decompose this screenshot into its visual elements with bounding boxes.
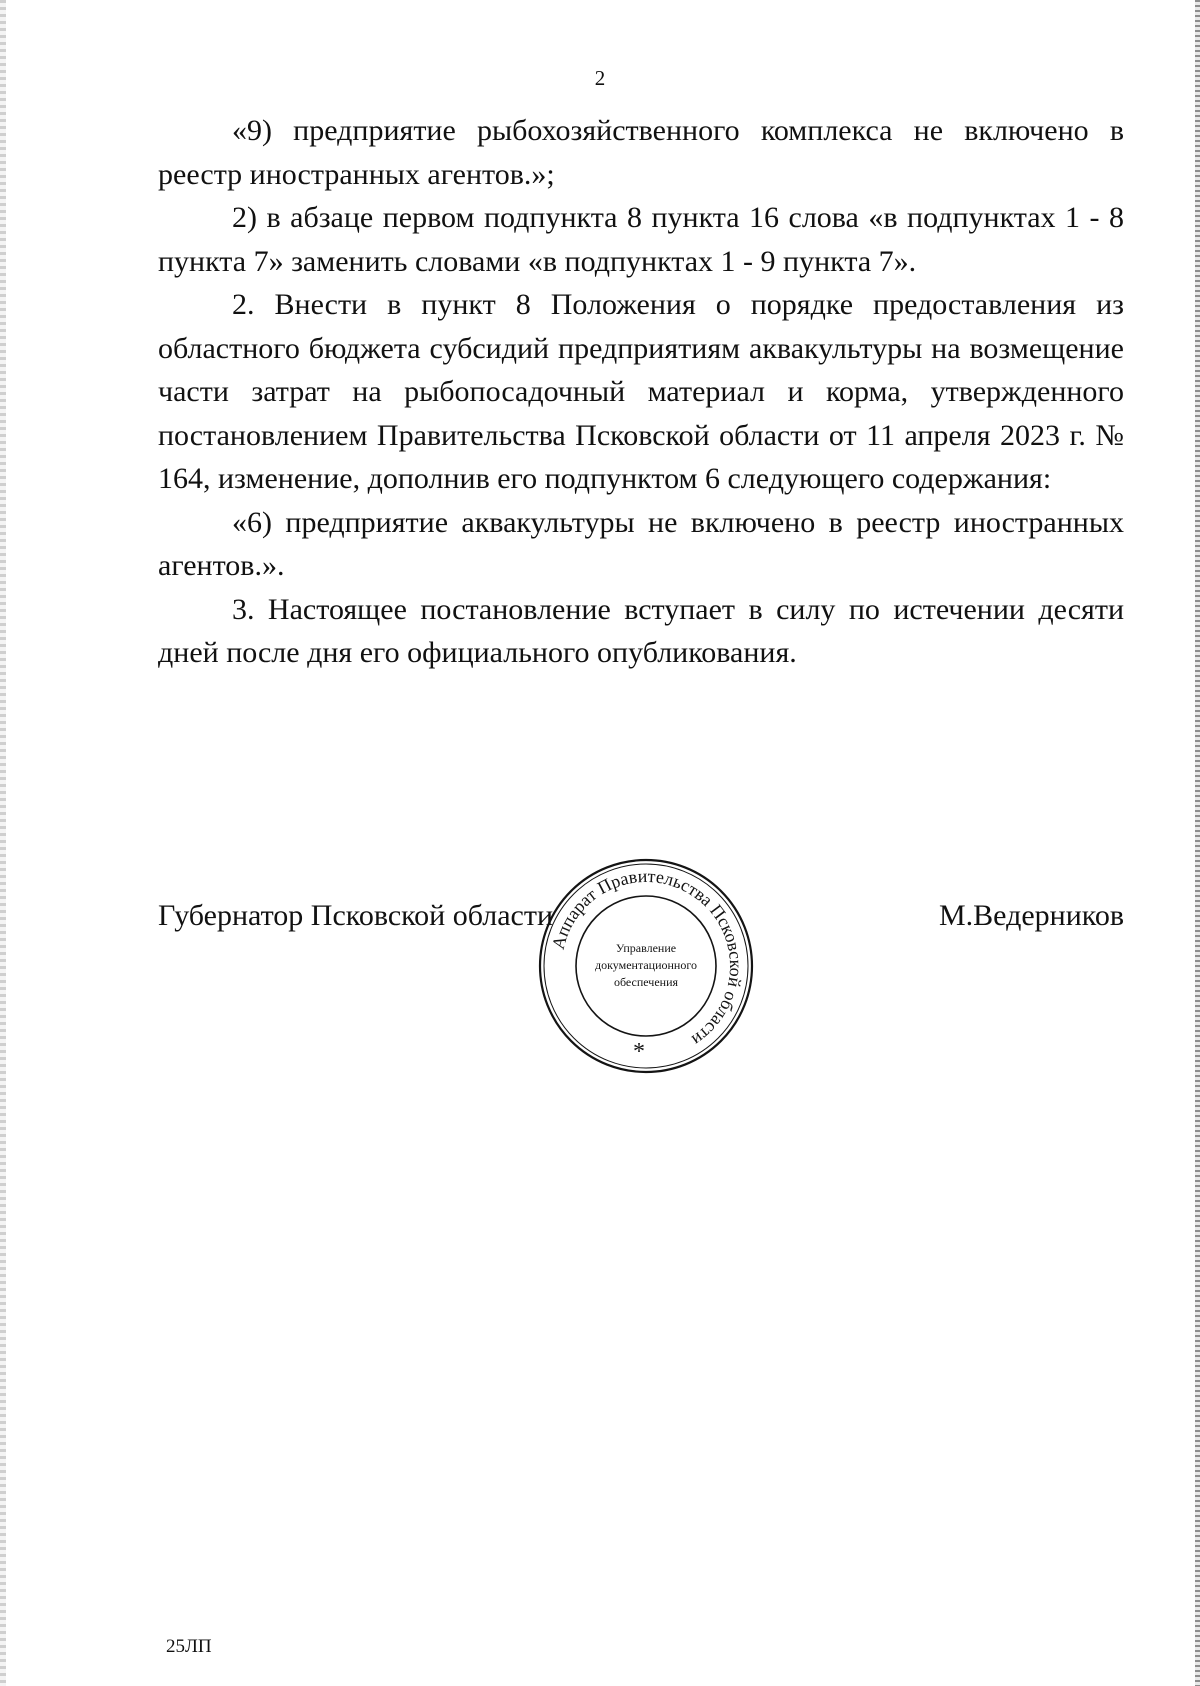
signatory-name: М.Ведерников [938,899,1124,932]
paragraph-point-3: 3. Настоящее постановление вступает в силу по истечении десяти дней после дня его официального опубликования. [158,592,1124,669]
document-footer-code: 25ЛП [166,1636,212,1657]
seal-star-icon: * [633,1039,645,1065]
paragraph-point-2: 2. Внести в пункт 8 Положения о порядке предоставления из областного бюджета субсидий предприятиям аквакультуры на возмещение части затрат на рыбопосадочный материал и корма, утвержденного постановлением Правительства Псковской области от 11 апреля 2023 г. № 164, изменение, дополнив его подпунктом 6 следующего содержания: [158,288,1124,495]
seal-inner-line-3: обеспечения [613,975,679,989]
page-number: 2 [594,66,606,90]
signatory-title: Губернатор Псковской области [158,899,554,932]
paragraph-item-6: «6) предприятие аквакультуры не включено в реестр иностранных агентов.». [158,505,1124,582]
seal-inner-line-2: документационного [595,958,697,972]
paragraph-amendment-2: 2) в абзаце первом подпункта 8 пункта 16 слова «в подпунктах 1 - 8 пункта 7» заменить словами «в подпунктах 1 - 9 пункта 7». [158,201,1124,278]
official-seal [536,856,756,1076]
scan-edge-right [1195,0,1200,1686]
document-body [158,109,1124,675]
scan-edge-left [0,0,6,1686]
seal-inner-line-1: Управление [615,941,677,955]
paragraph-item-9: «9) предприятие рыбохозяйственного комплекса не включено в реестр иностранных агентов.»; [158,114,1124,191]
seal-outer-text: Аппарат Правительства Псковской области [547,865,747,1051]
